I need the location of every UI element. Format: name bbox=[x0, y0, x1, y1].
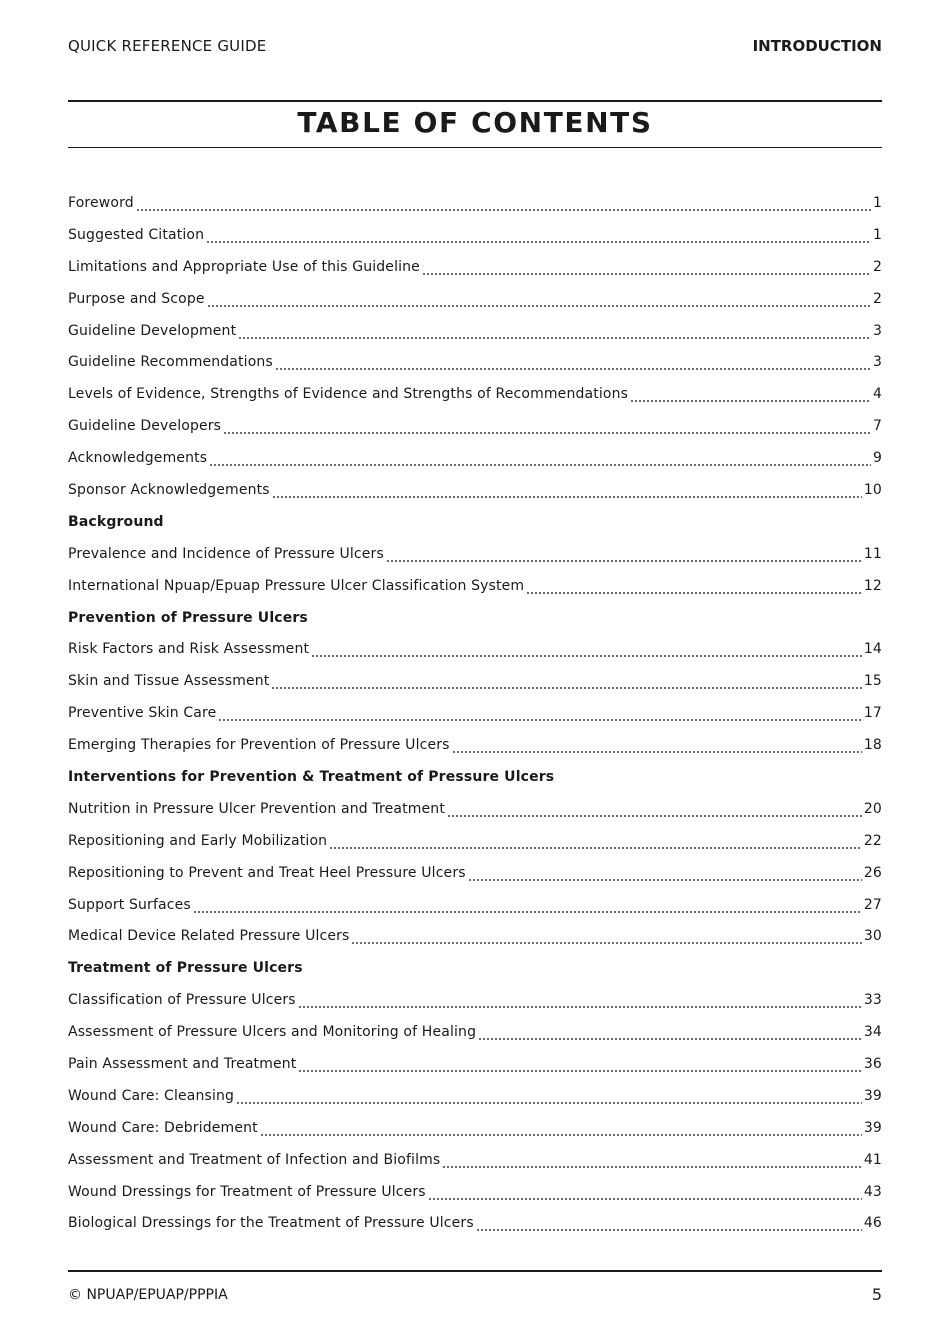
toc-section-label: Prevention of Pressure Ulcers bbox=[68, 609, 308, 626]
toc-page-number: 4 bbox=[872, 386, 882, 403]
toc-entry[interactable] bbox=[68, 729, 882, 761]
toc-section-heading bbox=[68, 952, 882, 984]
title-bottom-rule bbox=[68, 147, 882, 148]
toc-page-number: 1 bbox=[872, 194, 882, 211]
toc-section-heading bbox=[68, 602, 882, 634]
toc-leader-dots bbox=[630, 389, 871, 403]
toc-entry[interactable] bbox=[68, 251, 882, 283]
toc-leader-dots bbox=[260, 1123, 862, 1137]
toc-leader-dots bbox=[238, 326, 871, 340]
toc-entry[interactable] bbox=[68, 1144, 882, 1176]
toc-entry[interactable] bbox=[68, 633, 882, 665]
toc-section-label: Background bbox=[68, 513, 164, 530]
toc-entry[interactable] bbox=[68, 378, 882, 410]
toc-page-number: 17 bbox=[863, 705, 882, 722]
toc-page-number: 2 bbox=[872, 258, 882, 275]
toc-entry-label: Support Surfaces bbox=[68, 896, 191, 913]
running-header-left: QUICK REFERENCE GUIDE bbox=[68, 37, 267, 55]
toc-page-number: 3 bbox=[872, 322, 882, 339]
toc-entry-label: Preventive Skin Care bbox=[68, 705, 217, 722]
toc-page-number: 43 bbox=[863, 1183, 882, 1200]
toc-section-label: Interventions for Prevention & Treatment of Pressure Ulcers bbox=[68, 768, 555, 785]
toc-section-heading bbox=[68, 761, 882, 793]
toc-entry[interactable] bbox=[68, 1112, 882, 1144]
toc-entry-label: Wound Dressings for Treatment of Pressure Ulcers bbox=[68, 1183, 426, 1200]
toc-leader-dots bbox=[351, 931, 861, 945]
toc-entry-label: Assessment and Treatment of Infection and Biofilms bbox=[68, 1151, 441, 1168]
toc-entry-label: International Npuap/Epuap Pressure Ulcer Classification System bbox=[68, 577, 525, 594]
toc-entry-label: Nutrition in Pressure Ulcer Prevention and Treatment bbox=[68, 800, 445, 817]
toc-leader-dots bbox=[468, 868, 862, 882]
toc-leader-dots bbox=[422, 262, 871, 276]
toc-leader-dots bbox=[386, 549, 862, 563]
toc-entry[interactable] bbox=[68, 697, 882, 729]
toc-entry-label: Guideline Recommendations bbox=[68, 354, 273, 371]
toc-entry-label: Foreword bbox=[68, 194, 134, 211]
toc-entry[interactable] bbox=[68, 984, 882, 1016]
toc-page-number: 41 bbox=[863, 1151, 882, 1168]
running-header-right: INTRODUCTION bbox=[752, 37, 882, 55]
toc-leader-dots bbox=[272, 485, 862, 499]
toc-page-number: 14 bbox=[863, 641, 882, 658]
toc-entry[interactable] bbox=[68, 889, 882, 921]
toc-page-number: 18 bbox=[863, 737, 882, 754]
toc-entry[interactable] bbox=[68, 857, 882, 889]
table-of-contents bbox=[68, 187, 882, 1239]
toc-entry[interactable] bbox=[68, 187, 882, 219]
toc-entry[interactable] bbox=[68, 1208, 882, 1240]
toc-entry-label: Skin and Tissue Assessment bbox=[68, 673, 270, 690]
toc-entry-label: Suggested Citation bbox=[68, 226, 205, 243]
copyright-notice: © NPUAP/EPUAP/PPPIA bbox=[68, 1287, 228, 1303]
toc-page-number: 36 bbox=[863, 1055, 882, 1072]
toc-leader-dots bbox=[275, 357, 871, 371]
toc-entry-label: Guideline Development bbox=[68, 322, 237, 339]
toc-entry[interactable] bbox=[68, 825, 882, 857]
toc-entry-label: Assessment of Pressure Ulcers and Monitoring of Healing bbox=[68, 1024, 477, 1041]
toc-leader-dots bbox=[442, 1155, 862, 1169]
toc-entry[interactable] bbox=[68, 219, 882, 251]
toc-section-label: Treatment of Pressure Ulcers bbox=[68, 960, 303, 977]
toc-leader-dots bbox=[209, 453, 871, 467]
toc-entry[interactable] bbox=[68, 283, 882, 315]
toc-leader-dots bbox=[206, 230, 871, 244]
toc-page-number: 30 bbox=[863, 928, 882, 945]
toc-entry-label: Limitations and Appropriate Use of this Guideline bbox=[68, 258, 420, 275]
toc-entry[interactable] bbox=[68, 570, 882, 602]
toc-leader-dots bbox=[298, 995, 862, 1009]
toc-entry-label: Emerging Therapies for Prevention of Pressure Ulcers bbox=[68, 737, 450, 754]
toc-page-number: 20 bbox=[863, 800, 882, 817]
footer-rule bbox=[68, 1270, 882, 1272]
toc-page-number: 27 bbox=[863, 896, 882, 913]
toc-entry[interactable] bbox=[68, 1048, 882, 1080]
toc-leader-dots bbox=[271, 676, 861, 690]
toc-section-heading bbox=[68, 506, 882, 538]
toc-entry[interactable] bbox=[68, 538, 882, 570]
toc-page-number: 33 bbox=[863, 992, 882, 1009]
toc-entry-label: Classification of Pressure Ulcers bbox=[68, 992, 296, 1009]
toc-leader-dots bbox=[428, 1187, 862, 1201]
toc-leader-dots bbox=[298, 1059, 861, 1073]
toc-entry-label: Purpose and Scope bbox=[68, 290, 205, 307]
toc-leader-dots bbox=[236, 1091, 862, 1105]
toc-entry[interactable] bbox=[68, 474, 882, 506]
toc-entry[interactable] bbox=[68, 1176, 882, 1208]
toc-entry[interactable] bbox=[68, 920, 882, 952]
toc-entry-label: Acknowledgements bbox=[68, 450, 208, 467]
toc-entry[interactable] bbox=[68, 346, 882, 378]
toc-entry[interactable] bbox=[68, 793, 882, 825]
toc-leader-dots bbox=[223, 421, 871, 435]
toc-page-number: 22 bbox=[863, 832, 882, 849]
page-number: 5 bbox=[871, 1285, 882, 1304]
toc-leader-dots bbox=[193, 900, 862, 914]
toc-entry-label: Wound Care: Debridement bbox=[68, 1119, 258, 1136]
toc-page-number: 7 bbox=[872, 418, 882, 435]
toc-entry-label: Risk Factors and Risk Assessment bbox=[68, 641, 310, 658]
toc-page-number: 15 bbox=[863, 673, 882, 690]
toc-leader-dots bbox=[476, 1218, 862, 1232]
toc-entry-label: Biological Dressings for the Treatment of Pressure Ulcers bbox=[68, 1215, 474, 1232]
toc-entry[interactable] bbox=[68, 442, 882, 474]
toc-entry-label: Repositioning and Early Mobilization bbox=[68, 832, 328, 849]
toc-leader-dots bbox=[207, 294, 871, 308]
toc-leader-dots bbox=[452, 740, 862, 754]
toc-page-number: 3 bbox=[872, 354, 882, 371]
toc-entry-label: Pain Assessment and Treatment bbox=[68, 1055, 297, 1072]
toc-leader-dots bbox=[218, 708, 861, 722]
toc-entry-label: Medical Device Related Pressure Ulcers bbox=[68, 928, 350, 945]
toc-entry[interactable] bbox=[68, 665, 882, 697]
toc-leader-dots bbox=[311, 644, 862, 658]
toc-page-number: 1 bbox=[872, 226, 882, 243]
toc-page-number: 39 bbox=[863, 1087, 882, 1104]
page-title: TABLE OF CONTENTS bbox=[297, 106, 653, 139]
toc-entry-label: Guideline Developers bbox=[68, 418, 222, 435]
toc-page-number: 39 bbox=[863, 1119, 882, 1136]
toc-page-number: 2 bbox=[872, 290, 882, 307]
toc-entry[interactable] bbox=[68, 1016, 882, 1048]
toc-page-number: 46 bbox=[863, 1215, 882, 1232]
toc-entry[interactable] bbox=[68, 410, 882, 442]
toc-entry[interactable] bbox=[68, 1080, 882, 1112]
toc-entry-label: Wound Care: Cleansing bbox=[68, 1087, 235, 1104]
toc-entry-label: Repositioning to Prevent and Treat Heel Pressure Ulcers bbox=[68, 864, 466, 881]
toc-page-number: 34 bbox=[863, 1024, 882, 1041]
toc-entry[interactable] bbox=[68, 315, 882, 347]
toc-leader-dots bbox=[136, 198, 871, 212]
toc-leader-dots bbox=[478, 1027, 862, 1041]
toc-entry-label: Sponsor Acknowledgements bbox=[68, 481, 270, 498]
toc-leader-dots bbox=[447, 804, 862, 818]
toc-page-number: 12 bbox=[863, 577, 882, 594]
toc-page-number: 26 bbox=[863, 864, 882, 881]
toc-entry-label: Levels of Evidence, Strengths of Evidence and Strengths of Recommendations bbox=[68, 386, 629, 403]
title-top-rule bbox=[68, 100, 882, 102]
toc-leader-dots bbox=[329, 836, 862, 850]
toc-leader-dots bbox=[526, 581, 862, 595]
toc-page-number: 11 bbox=[863, 545, 882, 562]
toc-page-number: 10 bbox=[863, 481, 882, 498]
toc-entry-label: Prevalence and Incidence of Pressure Ulcers bbox=[68, 545, 384, 562]
toc-page-number: 9 bbox=[872, 450, 882, 467]
